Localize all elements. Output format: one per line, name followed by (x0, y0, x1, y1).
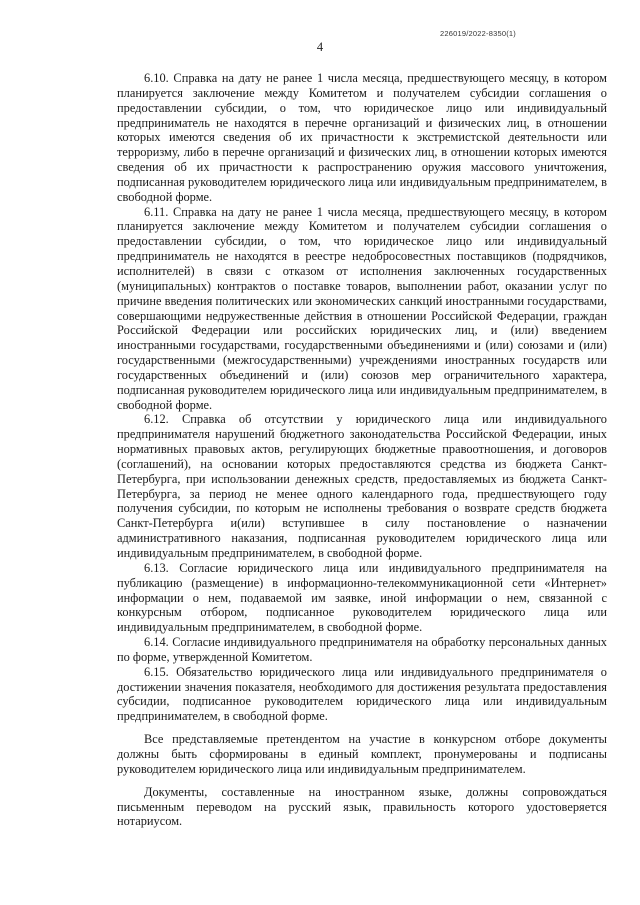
paragraph-6-13: 6.13. Согласие юридического лица или индивидуального предпринимателя на публикацию (размещение) в информационно-телекоммуникационной сети «Интернет» информации о нем, подаваемой им заявке, иной информации о нем, связанной с конкурсным отбором, подписанное руководителем юридического лица или индивидуальным предпринимателем, в свободной форме. (117, 560, 607, 635)
paragraph-6-10: 6.10. Справка на дату не ранее 1 числа месяца, предшествующего месяцу, в котором планируется заключение между Комитетом и получателем субсидии соглашения о предоставлении субсидии, о том, что юридическое лицо или индивидуальный предприниматель не находятся в перечне организаций и физических лиц, в отношении которых имеются сведения об их причастности к экстремистской деятельности или терроризму, либо в перечне организаций и физических лиц, в отношении которых имеются сведения об их причастности к распространению оружия массового уничтожения, подписанная руководителем юридического лица или индивидуальным предпринимателем, в свободной форме. (117, 71, 607, 204)
document-body (117, 71, 607, 829)
document-id: 226019/2022-8350(1) (440, 29, 516, 38)
paragraph-6-12: 6.12. Справка об отсутствии у юридического лица или индивидуального предпринимателя нарушений бюджетного законодательства Российской Федерации, иных нормативных правовых актов, регулирующих бюджетные правоотношения, и договоров (соглашений), на основании которых предоставляются средства из бюджета Санкт-Петербурга, при использовании денежных средств, предоставляемых из бюджета Санкт-Петербурга, за период не менее одного календарного года, предшествующего году получения субсидии, по которым не исполнены требования о возврате средств бюджета Санкт-Петербурга и(или) вступившее в силу постановление о назначении административного наказания, подписанная руководителем юридического лица или индивидуальным предпринимателем, в свободной форме. (117, 412, 607, 560)
page-number: 4 (316, 40, 324, 54)
paragraph-6-14: 6.14. Согласие индивидуального предпринимателя на обработку персональных данных по форме, утвержденной Комитетом. (117, 635, 607, 664)
paragraph-6-15: 6.15. Обязательство юридического лица или индивидуального предпринимателя о достижении значения показателя, необходимого для достижения результата предоставления субсидии, подписанное руководителем юридического лица или индивидуальным предпринимателем, в свободной форме. (117, 664, 607, 724)
paragraph-documents-package: Все представляемые претендентом на участие в конкурсном отборе документы должны быть сформированы в единый комплект, пронумерованы и подписаны руководителем юридического лица или индивидуальным предпринимателем. (117, 732, 607, 776)
paragraph-6-11: 6.11. Справка на дату не ранее 1 числа месяца, предшествующего месяцу, в котором планируется заключение между Комитетом и получателем субсидии соглашения о предоставлении субсидии, о том, что юридическое лицо или индивидуальный предприниматель не находятся в реестре недобросовестных поставщиков (подрядчиков, исполнителей) в связи с отказом от исполнения заключенных государственных (муниципальных) контрактов о поставке товаров, выполнении работ, оказании услуг по причине введения политических или экономических санкций иностранными государствами, совершающими недружественные действия в отношении Российской Федерации, граждан Российской Федерации или российских юридических лиц, и (или) введением иностранными государствами, государственными объединениями и (или) союзами и (или) государственными (межгосударственными) учреждениями иностранных государств или государственных объединений и (или) союзов мер ограничительного характера, подписанная руководителем юридического лица или индивидуальным предпринимателем, в свободной форме. (117, 204, 607, 412)
paragraph-foreign-language: Документы, составленные на иностранном языке, должны сопровождаться письменным переводом на русский язык, правильность которого удостоверяется нотариусом. (117, 784, 607, 829)
